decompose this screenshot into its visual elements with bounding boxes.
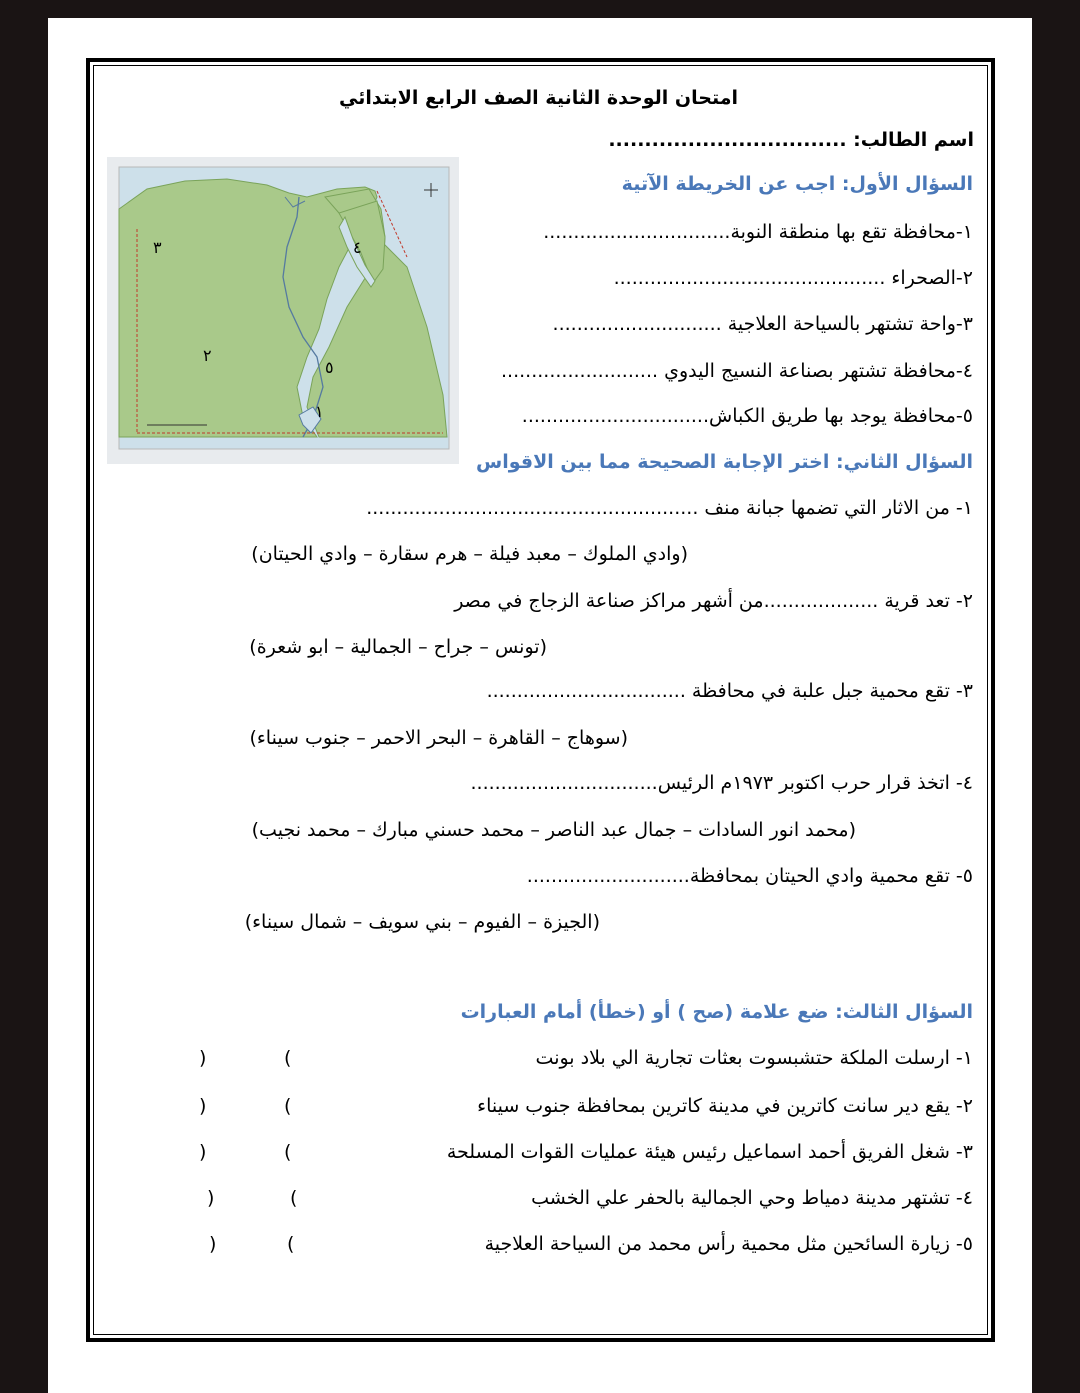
answer-box-2-open[interactable]: ( <box>284 1095 292 1117</box>
q2-options-1: (وادي الملوك – معبد فيلة – هرم سقارة – وادي الحيتان) <box>251 543 688 565</box>
map-label-1: ١ <box>315 402 324 421</box>
q2-question-3: ٣- تقع محمية جبل علبة في محافظة ................................. <box>486 680 973 702</box>
q3-statement-4: ٤- تشتهر مدينة دمياط وحي الجمالية بالحفر علي الخشب <box>531 1187 973 1209</box>
q3-heading: السؤال الثالث: ضع علامة (صح ) أو (خطأ) أمام العبارات <box>460 1001 973 1023</box>
map-label-3: ٣ <box>153 238 162 257</box>
answer-box-3-close[interactable]: ) <box>199 1141 207 1163</box>
q2-question-2: ٢- تعد قرية ...................من أشهر مراكز صناعة الزجاج في مصر <box>454 590 973 612</box>
q2-question-5: ٥- تقع محمية وادي الحيتان بمحافظة........................... <box>526 865 973 887</box>
answer-box-1-open[interactable]: ( <box>284 1047 292 1069</box>
q3-statement-3: ٣- شغل الفريق أحمد اسماعيل رئيس هيئة عمليات القوات المسلحة <box>446 1141 973 1163</box>
q1-item-3: ٣-واحة تشتهر بالسياحة العلاجية ............................ <box>552 313 973 335</box>
answer-box-1-close[interactable]: ) <box>199 1047 207 1069</box>
q2-options-3: (سوهاج – القاهرة – البحر الاحمر – جنوب سيناء) <box>249 727 628 749</box>
q1-item-4: ٤-محافظة تشتهر بصناعة النسيج اليدوي .......................... <box>501 360 973 382</box>
answer-box-4-open[interactable]: ( <box>290 1187 298 1209</box>
student-name-field[interactable]: اسم الطالب: ................................. <box>608 129 974 151</box>
q3-statement-2: ٢- يقع دير سانت كاترين في مدينة كاترين بمحافظة جنوب سيناء <box>477 1095 973 1117</box>
answer-box-2-close[interactable]: ) <box>199 1095 207 1117</box>
q2-options-5: (الجيزة – الفيوم – بني سويف – شمال سيناء) <box>244 911 600 933</box>
answer-box-5-open[interactable]: ( <box>287 1233 295 1255</box>
q2-question-1: ١- من الاثار التي تضمها جبانة منف ....................................................... <box>366 497 973 519</box>
q2-options-2: (تونس – جراح – الجمالية – ابو شعرة) <box>249 636 547 658</box>
q3-statement-1: ١- ارسلت الملكة حتشبسوت بعثات تجارية الي بلاد بونت <box>535 1047 973 1069</box>
q2-options-4: (محمد انور السادات – جمال عبد الناصر – محمد حسني مبارك – محمد نجيب) <box>251 819 856 841</box>
q1-item-2: ٢-الصحراء ............................................. <box>613 267 973 289</box>
q2-question-4: ٤- اتخذ قرار حرب اكتوبر ١٩٧٣م الرئيس............................... <box>470 772 973 794</box>
exam-title: امتحان الوحدة الثانية الصف الرابع الابتدائي <box>338 87 738 109</box>
answer-box-5-close[interactable]: ) <box>209 1233 217 1255</box>
map-label-5: ٥ <box>325 358 334 377</box>
q3-statement-5: ٥- زيارة السائحين مثل محمية رأس محمد من السياحة العلاجية <box>484 1233 973 1255</box>
q1-item-1: ١-محافظة تقع بها منطقة النوبة............................... <box>543 221 973 243</box>
answer-box-4-close[interactable]: ) <box>207 1187 215 1209</box>
q2-heading: السؤال الثاني: اختر الإجابة الصحيحة مما بين الاقواس <box>475 451 973 473</box>
map-label-2: ٢ <box>203 346 212 365</box>
q1-item-5: ٥-محافظة يوجد بها طريق الكباش............................... <box>521 405 973 427</box>
egypt-map <box>107 157 459 464</box>
answer-box-3-open[interactable]: ( <box>284 1141 292 1163</box>
q1-heading: السؤال الأول: اجب عن الخريطة الآتية <box>621 173 973 195</box>
map-label-4: ٤ <box>353 238 362 257</box>
